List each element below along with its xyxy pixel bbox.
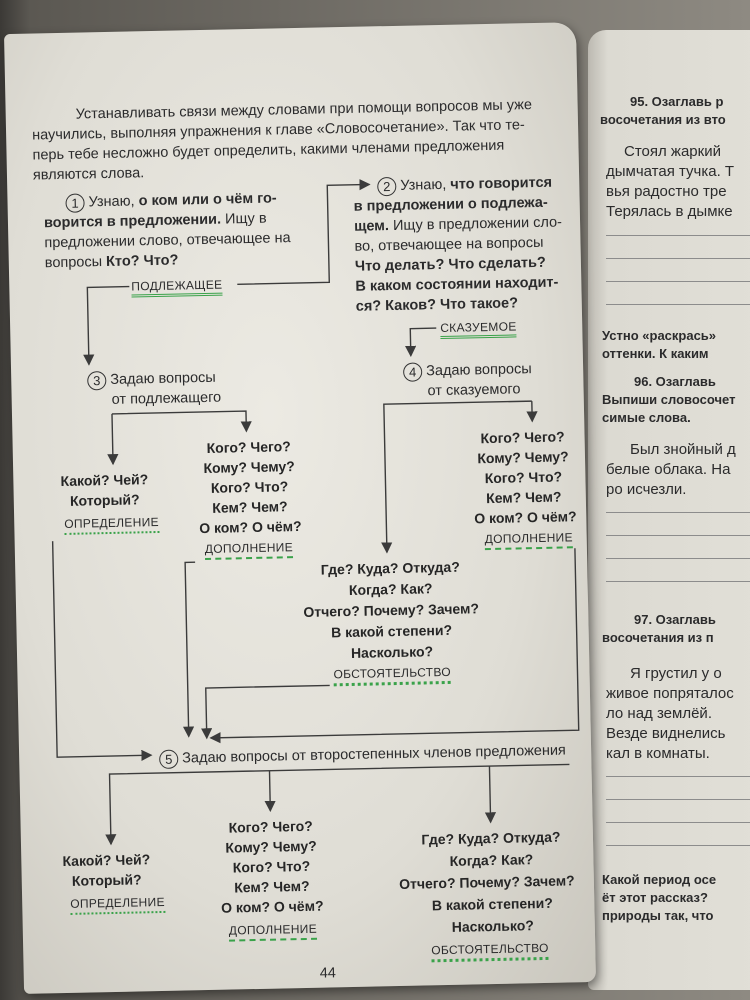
text-line: кал в комнаты. xyxy=(606,745,710,762)
arrow xyxy=(384,401,535,552)
writing-line xyxy=(606,845,750,846)
step-2-line: щем. Ищу в предложении сло- xyxy=(353,214,563,235)
question-line: ёт этот рассказ? xyxy=(602,890,708,905)
arrow xyxy=(53,539,152,757)
left-page xyxy=(4,22,596,994)
question-adverbial: Насколько? xyxy=(350,643,434,661)
step-2-line: ся? Каков? Что такое? xyxy=(355,295,519,315)
question-object: Кем? Чем? xyxy=(234,877,310,896)
arrow xyxy=(185,562,199,736)
writing-line xyxy=(606,799,750,800)
question-object: О ком? О чём? xyxy=(220,897,324,916)
writing-line xyxy=(606,258,750,259)
question-object: Кого? Что? xyxy=(232,857,311,876)
step-5-line: 5 Задаю вопросы от второстепенных членов предложения xyxy=(159,740,566,769)
step-2-line: в предложении о подлежа- xyxy=(353,194,548,215)
text-line: Стоял жаркий xyxy=(624,143,721,160)
question-line: Какой период осе xyxy=(602,872,717,887)
writing-line xyxy=(606,535,750,536)
writing-line xyxy=(606,581,750,582)
question-object: Кого? Чего? xyxy=(228,817,313,836)
question-attribute: Какой? Чей? xyxy=(60,471,149,490)
arrow xyxy=(110,764,571,844)
question-attribute: Который? xyxy=(71,871,142,889)
term-adverbial: ОБСТОЯТЕЛЬСТВО xyxy=(431,941,549,957)
exercise-97-title: 97. Озаглавь xyxy=(634,612,716,627)
text-line: дымчатая тучка. Т xyxy=(606,163,735,180)
exercise-96-title: 96. Озаглавь xyxy=(634,374,716,389)
step-2-line: во, отвечающее на вопросы xyxy=(354,234,544,255)
writing-line xyxy=(606,512,750,513)
step-4-line: от сказуемого xyxy=(427,381,521,400)
step-4-line: 4 Задаю вопросы xyxy=(403,359,532,382)
question-adverbial: В какой степени? xyxy=(431,894,553,914)
question-adverbial: Отчего? Почему? Зачем? xyxy=(398,872,575,893)
arrow xyxy=(87,287,131,365)
text-line: вья радостно тре xyxy=(606,183,727,200)
writing-line xyxy=(606,281,750,282)
intro-line: научились, выполняя упражнения к главе «Словосочетание». Так что те- xyxy=(31,117,525,144)
step-2-line: В каком состоянии находит- xyxy=(355,274,559,295)
question-object: Кому? Чему? xyxy=(477,448,569,467)
step-1-line: предложении слово, отвечающее на xyxy=(44,230,291,252)
step-number-badge: 3 xyxy=(87,371,106,390)
right-page xyxy=(588,30,750,990)
writing-line xyxy=(606,235,750,236)
intro-line: являются слова. xyxy=(32,165,145,184)
question-object: Кому? Чему? xyxy=(225,837,317,856)
question-object: Кем? Чем? xyxy=(486,488,562,507)
step-1-line: ворится в предложении. Ищу в xyxy=(43,210,267,232)
question-attribute: Какой? Чей? xyxy=(62,851,151,870)
question-object: Кого? Чего? xyxy=(206,438,291,456)
exercise-95-title: 95. Озаглавь р xyxy=(630,94,724,109)
writing-line xyxy=(606,304,750,305)
arrow xyxy=(235,184,371,284)
note-line: Устно «раскрась» xyxy=(602,328,717,343)
intro-line: Устанавливать связи между словами при помощи вопросов мы уже xyxy=(75,97,533,123)
question-attribute: Который? xyxy=(69,491,140,509)
question-object: О ком? О чём? xyxy=(199,517,302,537)
exercise-97-subtitle: восочетания из п xyxy=(602,630,714,645)
question-adverbial: Отчего? Почему? Зачем? xyxy=(303,600,480,620)
question-adverbial: Где? Куда? Откуда? xyxy=(421,828,561,848)
exercise-96-subtitle: симые слова. xyxy=(602,410,691,425)
arrow xyxy=(269,771,270,811)
arrow xyxy=(207,548,579,738)
question-object: Кого? Что? xyxy=(484,468,563,487)
term-predicate: СКАЗУЕМОЕ xyxy=(440,319,517,335)
text-line: Везде виднелись xyxy=(606,725,726,742)
writing-line xyxy=(606,558,750,559)
flow-arrows xyxy=(4,22,596,994)
term-attribute: ОПРЕДЕЛЕНИЕ xyxy=(70,895,165,911)
question-adverbial: Когда? Как? xyxy=(348,580,433,598)
text-line: Был знойный д xyxy=(630,441,736,458)
exercise-96-subtitle: Выпиши словосочет xyxy=(602,392,736,407)
question-adverbial: Насколько? xyxy=(451,917,535,935)
step-3-line: 3 Задаю вопросы xyxy=(87,368,216,391)
step-number-badge: 2 xyxy=(377,177,396,196)
step-3-line: от подлежащего xyxy=(111,389,222,408)
arrow xyxy=(206,685,331,738)
term-attribute: ОПРЕДЕЛЕНИЕ xyxy=(64,515,159,531)
arrow xyxy=(112,411,246,434)
exercise-95-subtitle: восочетания из вто xyxy=(600,112,726,127)
step-number-badge: 4 xyxy=(403,362,422,381)
step-2-line: 2 Узнаю, что говорится xyxy=(377,173,552,197)
text-line: ро исчезли. xyxy=(606,481,687,498)
step-2-line: Что делать? Что сделать? xyxy=(354,254,546,275)
step-1-line: 1 Узнаю, о ком или о чём го- xyxy=(65,188,277,212)
text-line: Я грустил у о xyxy=(630,665,722,682)
writing-line xyxy=(606,822,750,823)
term-object: ДОПОЛНЕНИЕ xyxy=(485,530,573,546)
writing-line xyxy=(606,776,750,777)
term-adverbial: ОБСТОЯТЕЛЬСТВО xyxy=(333,665,451,681)
question-line: природы так, что xyxy=(602,908,714,923)
question-object: Кого? Что? xyxy=(210,478,289,496)
text-line: живое попряталос xyxy=(606,685,734,702)
question-object: О ком? О чём? xyxy=(474,508,577,527)
text-line: белые облака. На xyxy=(606,461,731,478)
arrow xyxy=(489,766,490,822)
arrow xyxy=(112,414,113,464)
question-adverbial: В какой степени? xyxy=(330,621,453,641)
question-adverbial: Когда? Как? xyxy=(449,851,534,869)
step-1-line: вопросы Кто? Что? xyxy=(44,252,179,272)
step-number-badge: 5 xyxy=(159,749,178,768)
intro-line: перь тебе несложно будет определить, какими членами предложения xyxy=(32,137,505,164)
page-number: 44 xyxy=(319,965,337,982)
term-subject: ПОДЛЕЖАЩЕЕ xyxy=(131,278,222,294)
question-adverbial: Где? Куда? Откуда? xyxy=(320,558,460,578)
question-object: Кому? Чему? xyxy=(203,458,295,477)
text-line: Терялась в дымке xyxy=(606,203,733,220)
arrow xyxy=(410,328,437,356)
text-line: ло над землёй. xyxy=(606,705,712,722)
term-object: ДОПОЛНЕНИЕ xyxy=(205,540,293,556)
step-number-badge: 1 xyxy=(65,193,84,212)
term-object: ДОПОЛНЕНИЕ xyxy=(229,922,317,938)
note-line: оттенки. К каким xyxy=(602,346,709,361)
question-object: Кого? Чего? xyxy=(480,428,565,447)
question-object: Кем? Чем? xyxy=(212,498,288,516)
